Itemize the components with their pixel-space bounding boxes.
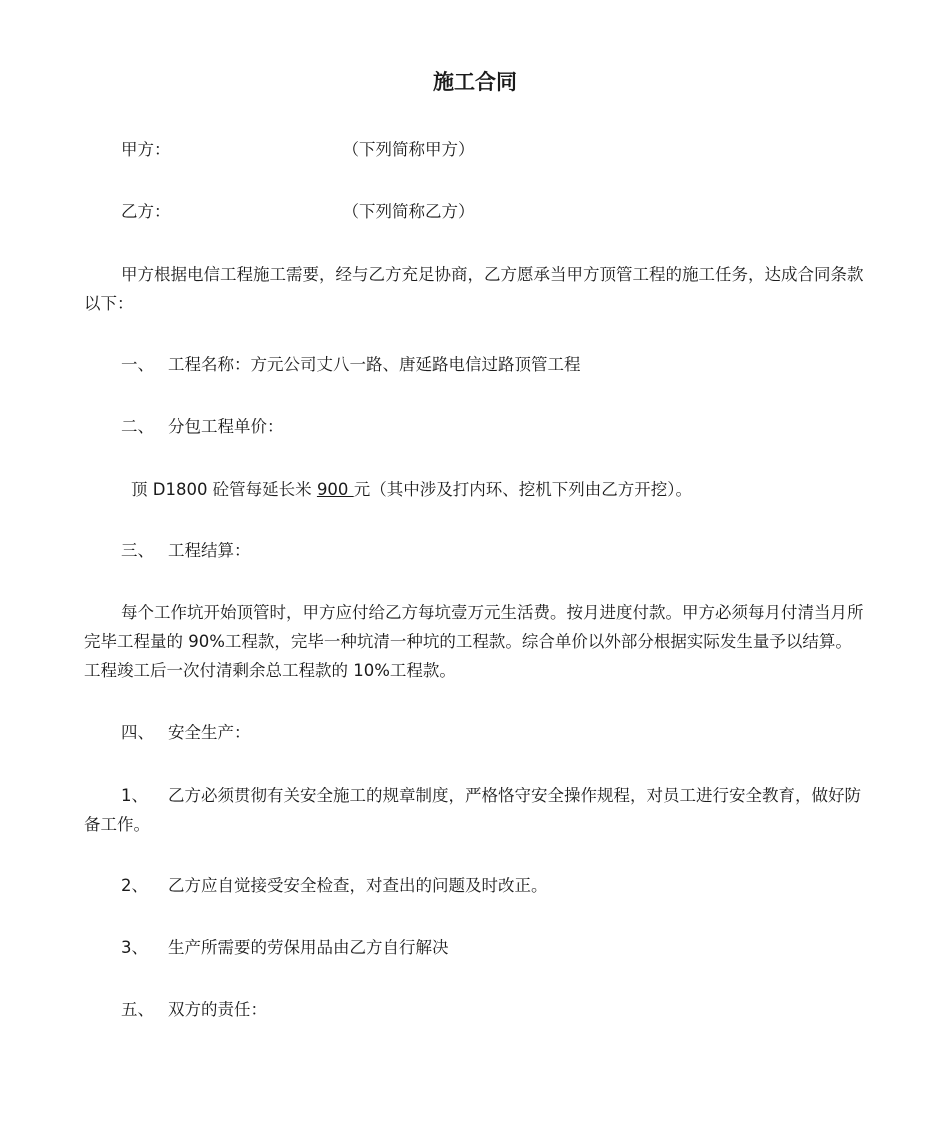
- section-text: 工程结算：: [168, 541, 251, 560]
- safety-item: [121, 933, 911, 962]
- price-prefix: 顶 D1800 砼管每延长米: [131, 480, 317, 499]
- section-text: 安全生产：: [168, 723, 251, 742]
- section-number: 一、: [121, 355, 154, 374]
- price-amount: 900: [316, 480, 354, 499]
- safety-item-number: 3、: [121, 938, 148, 957]
- party-a-label: 甲方：: [121, 140, 171, 159]
- safety-item-text: 生产所需要的劳保用品由乙方自行解决: [168, 938, 449, 957]
- section-number: 四、: [121, 723, 154, 742]
- safety-item-text: 乙方应自觉接受安全检查，对查出的问题及时改正。: [168, 876, 548, 895]
- section-number: 五、: [121, 1000, 154, 1019]
- section-heading: [121, 350, 911, 379]
- section-number: 三、: [121, 541, 154, 560]
- section-text: 双方的责任：: [168, 1000, 267, 1019]
- settlement-paragraph: 每个工作坑开始顶管时，甲方应付给乙方每坑壹万元生活费。按月进度付款。甲方必须每月付清当月所完毕工程量的 90%工程款，完毕一种坑清一种坑的工程款。综合单价以外部分根据实际发生量予以结算。工程竣工后一次付清剩余总工程款的 10%工程款。: [84, 603, 864, 680]
- section-heading: [121, 412, 911, 441]
- section-heading: [121, 718, 911, 747]
- page-title: 施工合同: [433, 70, 517, 94]
- section-heading: [121, 995, 911, 1024]
- section-number: 二、: [121, 417, 154, 436]
- section-text: 工程名称：方元公司丈八一路、唐延路电信过路顶管工程: [168, 355, 581, 374]
- safety-item-text: 乙方必须贯彻有关安全施工的规章制度，严格恪守安全操作规程，对员工进行安全教育，做好防备工作。: [84, 786, 861, 834]
- safety-item-number: 1、: [121, 786, 148, 805]
- section-text: 分包工程单价：: [168, 417, 284, 436]
- safety-item: [84, 781, 868, 839]
- party-a-line: [121, 135, 911, 164]
- safety-item: [121, 871, 911, 900]
- party-b-line: [121, 197, 911, 226]
- price-line: [131, 475, 921, 504]
- intro-paragraph: 甲方根据电信工程施工需要，经与乙方充足协商，乙方愿承当甲方顶管工程的施工任务，达成合同条款以下：: [84, 265, 864, 313]
- party-a-note: （下列简称甲方）: [342, 140, 475, 159]
- safety-item-number: 2、: [121, 876, 148, 895]
- party-b-note: （下列简称乙方）: [342, 202, 475, 221]
- party-b-label: 乙方：: [121, 202, 171, 221]
- section-heading: [121, 536, 911, 565]
- price-suffix: 元（其中涉及打内环、挖机下列由乙方开挖）。: [353, 480, 692, 499]
